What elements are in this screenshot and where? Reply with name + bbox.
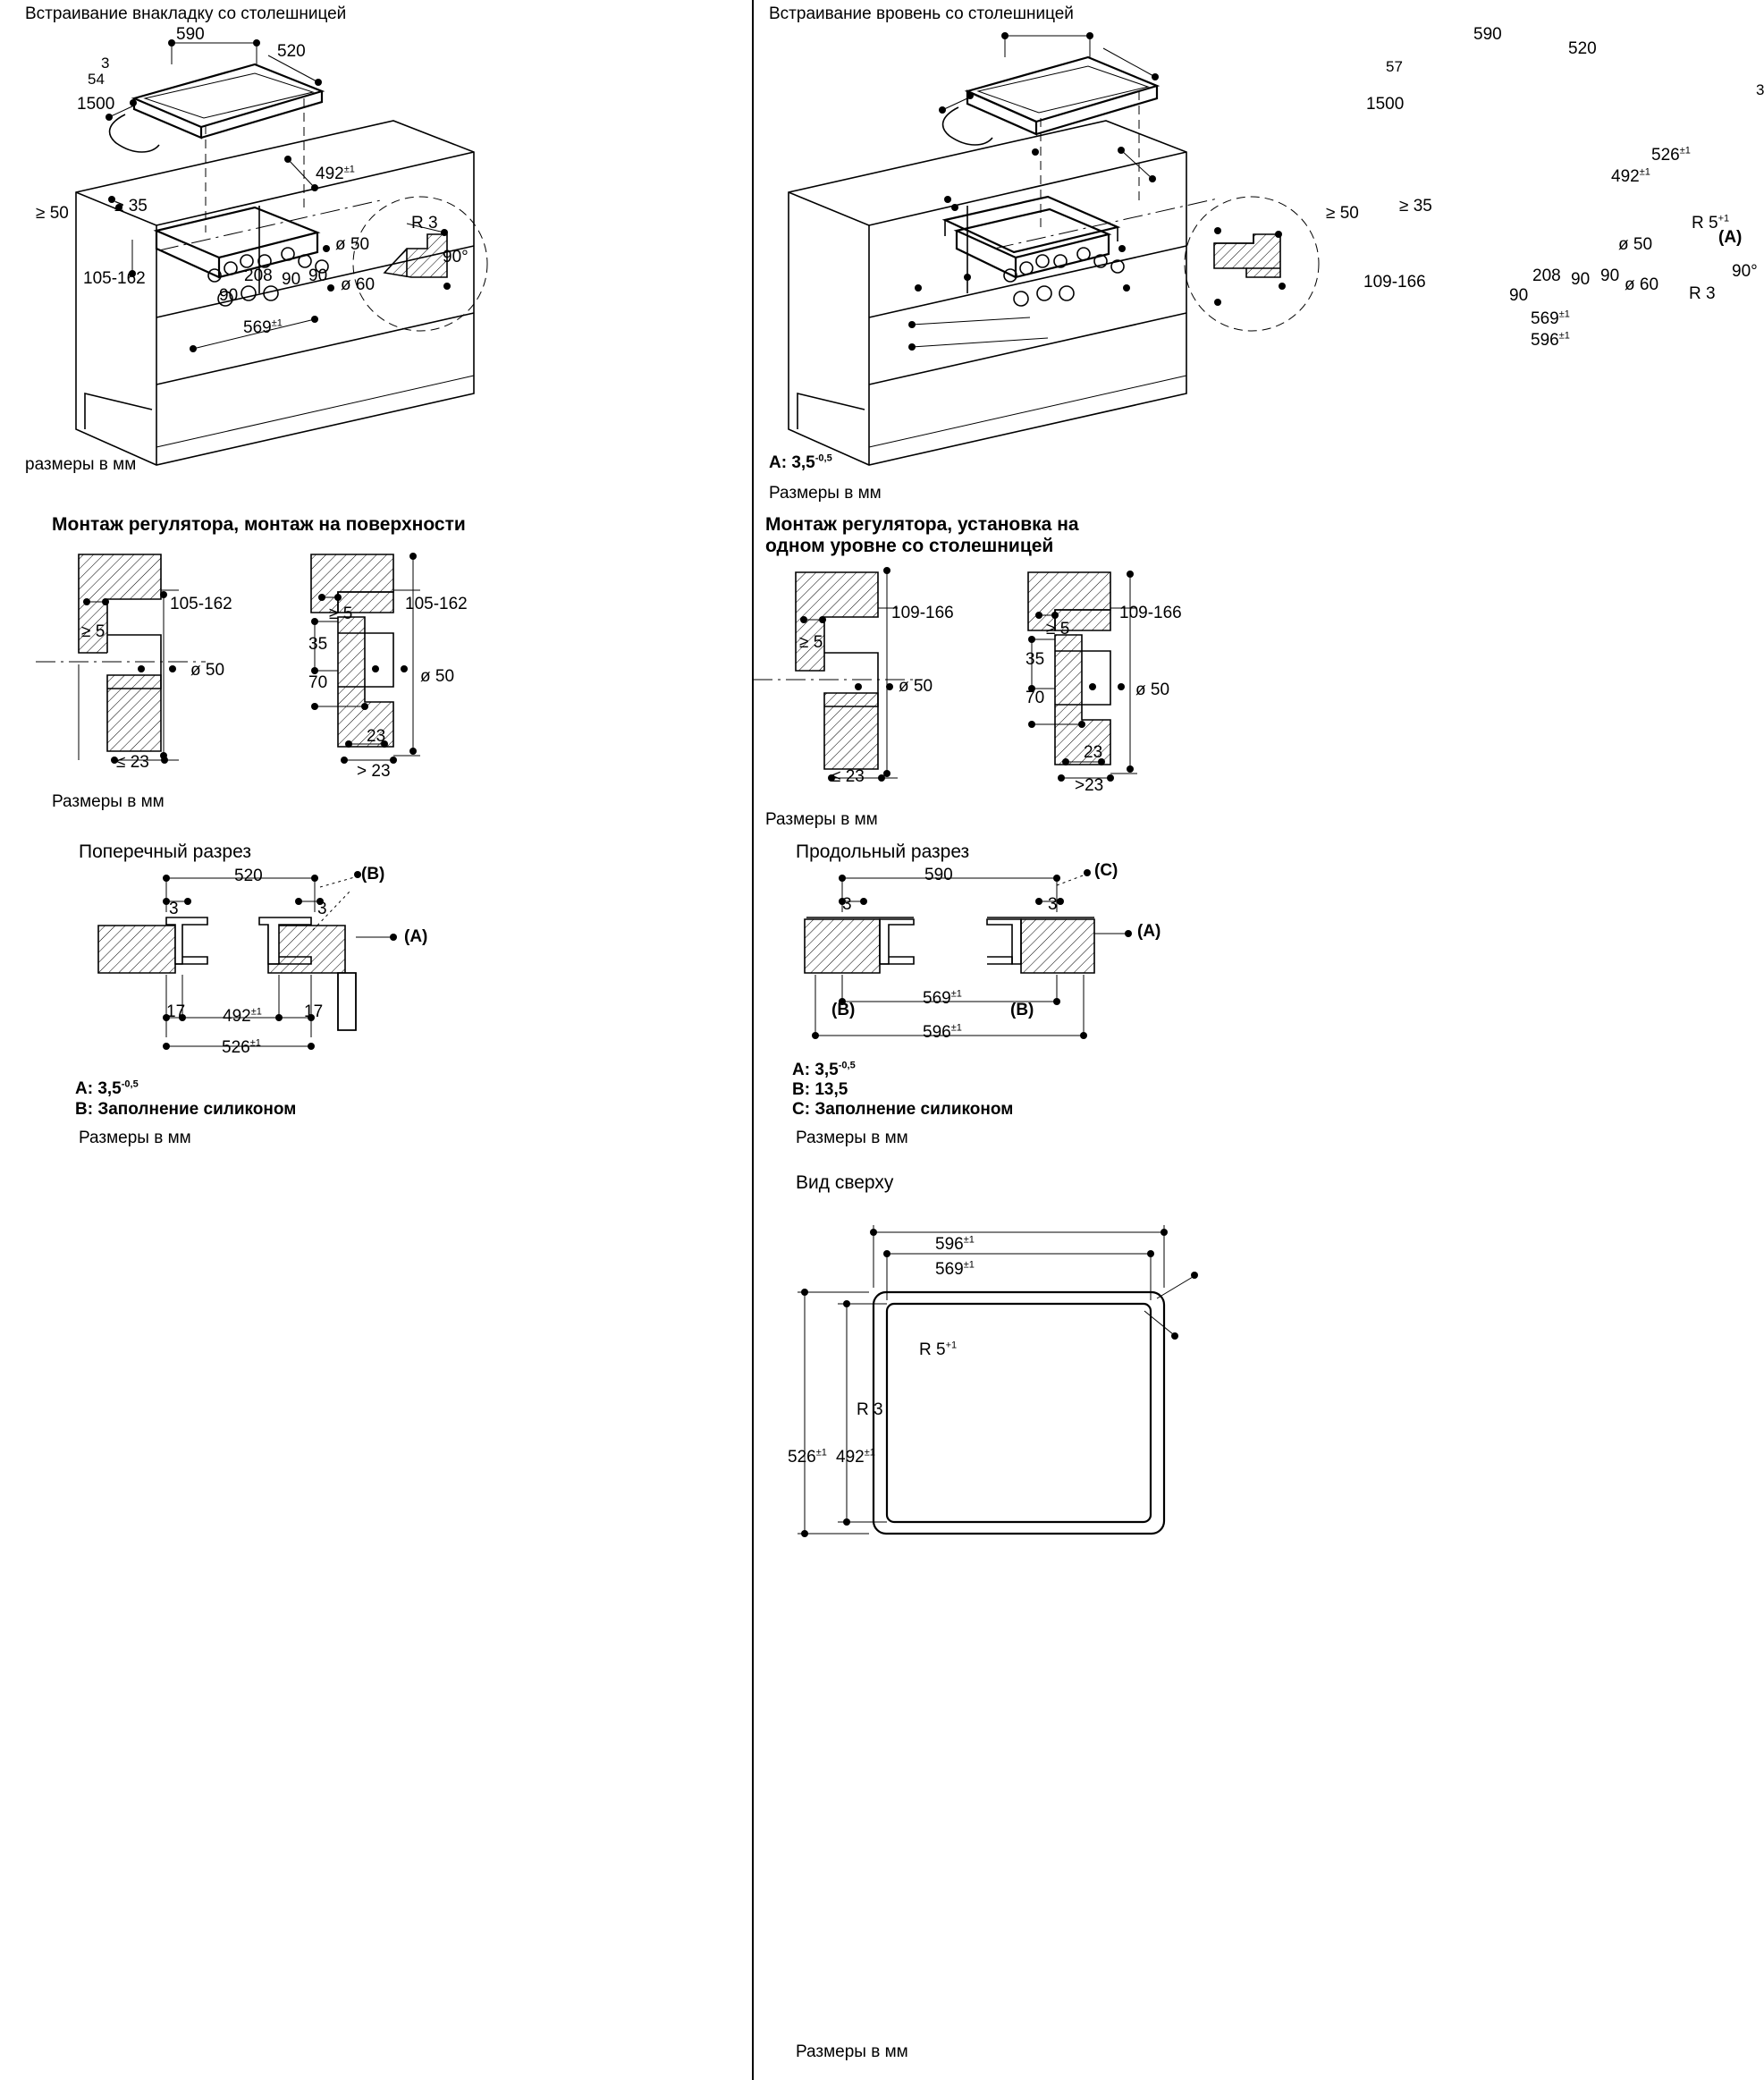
right-dim-width-outer: $596^{\pm 1}$ — [1531, 330, 1570, 350]
right-top-dim569: $569^{\pm 1}$ — [935, 1259, 975, 1279]
right-dim-radius-outer: R $5^{+1}$ — [1692, 213, 1730, 233]
left-knob-right-gt23: > 23 — [357, 762, 391, 781]
left-dim-cable: 1500 — [77, 95, 115, 114]
right-dim-depth-inner: $492^{\pm 1}$ — [1611, 166, 1650, 186]
left-cross-dim3-left: 3 — [169, 900, 179, 918]
left-units-note: размеры в мм — [25, 455, 137, 474]
right-dim-thick-b: 3 — [1756, 81, 1764, 98]
right-units-note: Размеры в мм — [769, 484, 882, 503]
right-long-mark-b-left: (B) — [831, 1001, 856, 1019]
left-knob-units: Размеры в мм — [52, 792, 165, 811]
right-long-dim596: $596^{\pm 1}$ — [923, 1022, 962, 1042]
left-title: Встраивание внакладку со столешницей — [25, 4, 347, 23]
left-cross-title: Поперечный разрез — [79, 841, 251, 862]
right-dim-width-inner: $569^{\pm 1}$ — [1531, 309, 1570, 328]
left-dim-worktop-thickness: 105-162 — [83, 269, 146, 288]
right-top-dim596: $596^{\pm 1}$ — [935, 1234, 975, 1254]
right-dim-radius-inner: R 3 — [1689, 284, 1716, 303]
left-dim-side-gap: ≥ 35 — [114, 197, 148, 216]
left-cross-drawing — [0, 858, 751, 1091]
left-dim-90-2: 90 — [282, 270, 301, 289]
left-dim-width: 590 — [176, 25, 205, 44]
left-dim-front-gap: ≥ 50 — [36, 204, 69, 223]
left-cross-dim17-left: 17 — [166, 1002, 186, 1021]
left-dim-hole-b: ø 60 — [341, 275, 376, 294]
left-dim-90-1: 90 — [219, 286, 239, 305]
left-knob-left-height: 105-162 — [170, 595, 232, 613]
right-long-drawing — [753, 858, 1504, 1082]
right-top-dim492: $492^{\pm 1}$ — [836, 1447, 875, 1467]
right-top-dim526: $526^{\pm 1}$ — [788, 1447, 827, 1467]
right-mark-a: (A) — [1718, 228, 1743, 247]
right-column — [753, 0, 1764, 2080]
left-legend-a: A: $3,5^{-0,5}$ — [75, 1078, 139, 1098]
left-knob-right-hole: ø 50 — [420, 667, 455, 686]
right-long-dim569: $569^{\pm 1}$ — [923, 988, 962, 1008]
left-cross-mark-a: (A) — [404, 927, 428, 946]
right-knob-drawings — [753, 554, 1504, 823]
left-cross-dim520: 520 — [234, 867, 263, 885]
right-long-mark-b-right: (B) — [1010, 1001, 1034, 1019]
left-cross-units: Размеры в мм — [79, 1129, 191, 1147]
right-dim-90-1: 90 — [1509, 286, 1529, 305]
right-knob-right-height: 109-166 — [1119, 604, 1182, 622]
right-dim-front-gap: ≥ 50 — [1326, 204, 1359, 223]
left-knob-right-height: 105-162 — [405, 595, 468, 613]
left-cross-dim3-right: 3 — [317, 900, 327, 918]
left-dim-hole-a: ø 50 — [335, 235, 370, 254]
left-knob-left-minfront: ≥ 5 — [81, 622, 106, 641]
right-dim-side-gap: ≥ 35 — [1399, 197, 1432, 216]
right-knob-left-hole: ø 50 — [899, 677, 933, 696]
left-dim-angle: 90° — [443, 248, 468, 266]
right-knob-right-hole: ø 50 — [1135, 681, 1170, 699]
left-perspective-drawing — [0, 9, 751, 474]
right-long-mark-a: (A) — [1137, 922, 1161, 941]
right-dim-width: 590 — [1473, 25, 1502, 44]
right-dim-90-2: 90 — [1571, 270, 1591, 289]
right-dim-worktop-thickness: 109-166 — [1363, 273, 1426, 292]
right-knob-units: Размеры в мм — [765, 810, 878, 829]
right-knob-left-height: 109-166 — [891, 604, 954, 622]
right-perspective-drawing — [753, 9, 1504, 474]
right-long-mark-c: (C) — [1094, 861, 1118, 880]
left-knob-left-max: ≤ 23 — [116, 753, 149, 772]
right-legend-a: A: $3,5^{-0,5}$ — [769, 452, 832, 472]
right-dim-cable: 1500 — [1366, 95, 1405, 114]
left-cross-mark-b: (B) — [361, 865, 385, 884]
left-dim-thick-b: 54 — [88, 71, 105, 88]
right-long-legend-a: A: $3,5^{-0,5}$ — [792, 1060, 856, 1079]
right-long-dim590: 590 — [924, 866, 953, 884]
left-dim-depth: 520 — [277, 42, 306, 61]
left-knob-right-dim35: 35 — [308, 635, 328, 654]
right-dim-depth-outer: $526^{\pm 1}$ — [1651, 145, 1691, 165]
right-long-legend-b: B: 13,5 — [792, 1080, 848, 1099]
left-dim-radius: R 3 — [411, 214, 438, 233]
left-column — [0, 0, 751, 2080]
left-cross-dim17-right: 17 — [304, 1002, 324, 1021]
right-dim-depth: 520 — [1568, 39, 1597, 58]
right-knob-section-title-1: Монтаж регулятора, установка на — [765, 514, 1079, 535]
right-long-title: Продольный разрез — [796, 841, 970, 862]
right-knob-right-dim35: 35 — [1025, 650, 1045, 669]
left-knob-right-dim70: 70 — [308, 673, 328, 692]
right-top-title: Вид сверху — [796, 1172, 894, 1193]
right-knob-right-minfront: ≥ 5 — [1046, 620, 1070, 638]
right-long-dim3-right: 3 — [1048, 895, 1058, 914]
right-knob-right-dim23: 23 — [1084, 743, 1103, 762]
left-cross-dim492: $492^{\pm 1}$ — [223, 1006, 262, 1026]
right-top-drawing — [753, 1189, 1504, 1592]
right-long-units: Размеры в мм — [796, 1129, 908, 1147]
right-dim-hole-b: ø 60 — [1625, 275, 1659, 294]
right-dim-hole-a: ø 50 — [1618, 235, 1653, 254]
left-dim-cutout-depth: $492^{\pm 1}$ — [316, 164, 355, 183]
left-dim-208: 208 — [244, 266, 273, 285]
left-knob-right-minfront: ≥ 5 — [329, 605, 353, 623]
left-cross-dim526: $526^{\pm 1}$ — [222, 1037, 261, 1057]
left-knob-left-hole: ø 50 — [190, 661, 225, 680]
left-dim-cutout-width: $569^{\pm 1}$ — [243, 317, 283, 337]
right-knob-left-minfront: ≥ 5 — [799, 633, 823, 652]
right-title: Встраивание вровень со столешницей — [769, 4, 1074, 23]
right-dim-208: 208 — [1532, 266, 1561, 285]
right-knob-section-title-2: одном уровне со столешницей — [765, 536, 1054, 556]
right-knob-right-gt23: >23 — [1075, 776, 1104, 795]
left-dim-thick-a: 3 — [101, 55, 110, 72]
left-knob-right-dim23: 23 — [367, 727, 386, 746]
left-legend-b: B: Заполнение силиконом — [75, 1100, 297, 1119]
right-knob-right-dim70: 70 — [1025, 689, 1045, 707]
right-top-radius-outer: R $5^{+1}$ — [919, 1340, 958, 1359]
right-long-dim3-left: 3 — [842, 895, 852, 914]
right-long-legend-c: C: Заполнение силиконом — [792, 1100, 1014, 1119]
right-knob-left-max: ≤ 23 — [831, 767, 865, 786]
right-dim-90-3: 90 — [1600, 266, 1620, 285]
right-dim-angle: 90° — [1732, 262, 1758, 281]
left-knob-section-title: Монтаж регулятора, монтаж на поверхности — [52, 514, 466, 535]
left-dim-90-3: 90 — [308, 266, 328, 285]
right-top-units: Размеры в мм — [796, 2042, 908, 2061]
right-dim-thick-a: 57 — [1386, 58, 1403, 75]
right-top-radius-inner: R 3 — [857, 1400, 883, 1419]
